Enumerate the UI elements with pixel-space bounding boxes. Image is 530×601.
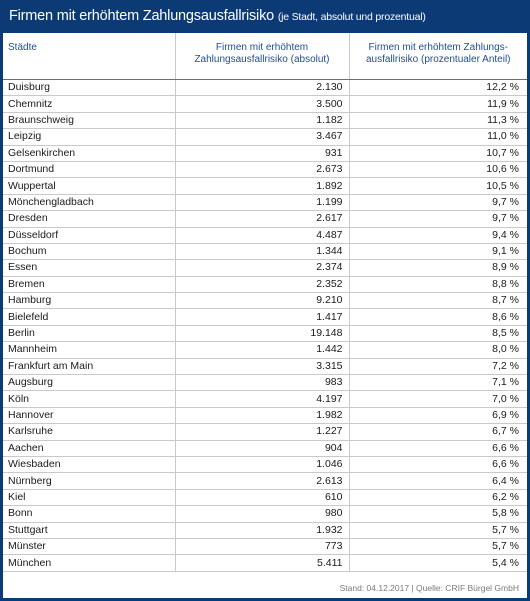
cell-absolute: 2.374 <box>175 260 349 276</box>
cell-city: Wiesbaden <box>3 456 175 472</box>
table-panel <box>3 33 527 598</box>
cell-absolute: 1.892 <box>175 178 349 194</box>
title-bar <box>3 0 527 33</box>
header-city: Städte <box>3 33 175 80</box>
cell-city: Dortmund <box>3 161 175 177</box>
table-row <box>3 161 527 177</box>
cell-absolute: 2.673 <box>175 161 349 177</box>
cell-city: Karlsruhe <box>3 424 175 440</box>
cell-percent: 6,6 % <box>349 456 527 472</box>
cell-city: Nürnberg <box>3 473 175 489</box>
cell-percent: 5,7 % <box>349 538 527 554</box>
cell-absolute: 1.442 <box>175 342 349 358</box>
table-row <box>3 522 527 538</box>
cell-percent: 6,6 % <box>349 440 527 456</box>
cell-city: Gelsenkirchen <box>3 145 175 161</box>
cell-percent: 7,0 % <box>349 391 527 407</box>
cell-city: Augsburg <box>3 375 175 391</box>
table-row <box>3 194 527 210</box>
cell-city: Münster <box>3 538 175 554</box>
table-row <box>3 211 527 227</box>
cell-percent: 12,2 % <box>349 80 527 96</box>
cell-absolute: 3.315 <box>175 358 349 374</box>
cell-absolute: 773 <box>175 538 349 554</box>
cell-percent: 8,6 % <box>349 309 527 325</box>
table-row <box>3 489 527 505</box>
cell-absolute: 1.417 <box>175 309 349 325</box>
table-row <box>3 112 527 128</box>
cell-city: Duisburg <box>3 80 175 96</box>
cell-city: Bonn <box>3 506 175 522</box>
cell-city: Frankfurt am Main <box>3 358 175 374</box>
cell-absolute: 1.046 <box>175 456 349 472</box>
table-row <box>3 293 527 309</box>
cell-percent: 6,4 % <box>349 473 527 489</box>
table-row <box>3 473 527 489</box>
cell-percent: 6,2 % <box>349 489 527 505</box>
cell-city: Bielefeld <box>3 309 175 325</box>
cell-absolute: 2.130 <box>175 80 349 96</box>
table-row <box>3 178 527 194</box>
cell-absolute: 2.613 <box>175 473 349 489</box>
cell-absolute: 610 <box>175 489 349 505</box>
table-header-row <box>3 33 527 80</box>
cell-city: Stuttgart <box>3 522 175 538</box>
table-row <box>3 145 527 161</box>
cell-percent: 11,9 % <box>349 96 527 112</box>
cell-percent: 5,4 % <box>349 555 527 571</box>
table-row <box>3 440 527 456</box>
cell-percent: 5,7 % <box>349 522 527 538</box>
header-absolute: Firmen mit erhöhtem Zahlungsausfallrisiko (absolut) <box>175 33 349 80</box>
cell-absolute: 1.982 <box>175 407 349 423</box>
cell-absolute: 3.500 <box>175 96 349 112</box>
cell-absolute: 1.932 <box>175 522 349 538</box>
table-row <box>3 391 527 407</box>
table-row <box>3 358 527 374</box>
cell-percent: 9,7 % <box>349 194 527 210</box>
cell-city: Düsseldorf <box>3 227 175 243</box>
table-row <box>3 243 527 259</box>
cell-city: Mönchengladbach <box>3 194 175 210</box>
cell-absolute: 980 <box>175 506 349 522</box>
cell-absolute: 904 <box>175 440 349 456</box>
table-row <box>3 407 527 423</box>
cell-city: München <box>3 555 175 571</box>
table-row <box>3 96 527 112</box>
table-row <box>3 424 527 440</box>
cell-percent: 7,2 % <box>349 358 527 374</box>
table-row <box>3 325 527 341</box>
table-row <box>3 342 527 358</box>
cell-city: Leipzig <box>3 129 175 145</box>
table-body <box>3 80 527 572</box>
cell-city: Essen <box>3 260 175 276</box>
cell-city: Chemnitz <box>3 96 175 112</box>
table-row <box>3 375 527 391</box>
risk-table <box>3 33 527 572</box>
cell-percent: 9,4 % <box>349 227 527 243</box>
table-row <box>3 456 527 472</box>
cell-percent: 8,7 % <box>349 293 527 309</box>
cell-percent: 10,7 % <box>349 145 527 161</box>
cell-absolute: 1.199 <box>175 194 349 210</box>
cell-absolute: 4.197 <box>175 391 349 407</box>
table-row <box>3 309 527 325</box>
cell-city: Dresden <box>3 211 175 227</box>
cell-percent: 10,6 % <box>349 161 527 177</box>
page-title: Firmen mit erhöhtem Zahlungsausfallrisiko <box>9 8 274 24</box>
cell-city: Hannover <box>3 407 175 423</box>
cell-percent: 10,5 % <box>349 178 527 194</box>
cell-percent: 9,1 % <box>349 243 527 259</box>
cell-percent: 11,0 % <box>349 129 527 145</box>
cell-percent: 6,9 % <box>349 407 527 423</box>
cell-percent: 8,9 % <box>349 260 527 276</box>
cell-absolute: 19.148 <box>175 325 349 341</box>
cell-absolute: 2.352 <box>175 276 349 292</box>
cell-absolute: 5.411 <box>175 555 349 571</box>
source-note: Stand: 04.12.2017 | Quelle: CRIF Bürgel GmbH <box>339 583 519 593</box>
cell-percent: 11,3 % <box>349 112 527 128</box>
cell-city: Bremen <box>3 276 175 292</box>
cell-absolute: 2.617 <box>175 211 349 227</box>
cell-absolute: 1.182 <box>175 112 349 128</box>
table-row <box>3 506 527 522</box>
cell-city: Wuppertal <box>3 178 175 194</box>
cell-city: Köln <box>3 391 175 407</box>
cell-absolute: 931 <box>175 145 349 161</box>
cell-city: Mannheim <box>3 342 175 358</box>
table-row <box>3 260 527 276</box>
cell-percent: 8,5 % <box>349 325 527 341</box>
cell-percent: 8,8 % <box>349 276 527 292</box>
table-row <box>3 80 527 96</box>
header-percent: Firmen mit erhöhtem Zahlungs-ausfallrisiko (prozentualer Anteil) <box>349 33 527 80</box>
cell-city: Hamburg <box>3 293 175 309</box>
cell-percent: 7,1 % <box>349 375 527 391</box>
cell-city: Braunschweig <box>3 112 175 128</box>
cell-percent: 9,7 % <box>349 211 527 227</box>
table-row <box>3 276 527 292</box>
cell-absolute: 1.344 <box>175 243 349 259</box>
cell-city: Bochum <box>3 243 175 259</box>
cell-city: Kiel <box>3 489 175 505</box>
cell-absolute: 9.210 <box>175 293 349 309</box>
cell-percent: 8,0 % <box>349 342 527 358</box>
cell-percent: 5,8 % <box>349 506 527 522</box>
cell-absolute: 4.487 <box>175 227 349 243</box>
table-row <box>3 538 527 554</box>
cell-percent: 6,7 % <box>349 424 527 440</box>
cell-absolute: 3.467 <box>175 129 349 145</box>
cell-absolute: 983 <box>175 375 349 391</box>
cell-city: Berlin <box>3 325 175 341</box>
page-subtitle: (je Stadt, absolut und prozentual) <box>277 11 426 23</box>
table-row <box>3 227 527 243</box>
table-row <box>3 129 527 145</box>
cell-city: Aachen <box>3 440 175 456</box>
cell-absolute: 1.227 <box>175 424 349 440</box>
table-row <box>3 555 527 571</box>
